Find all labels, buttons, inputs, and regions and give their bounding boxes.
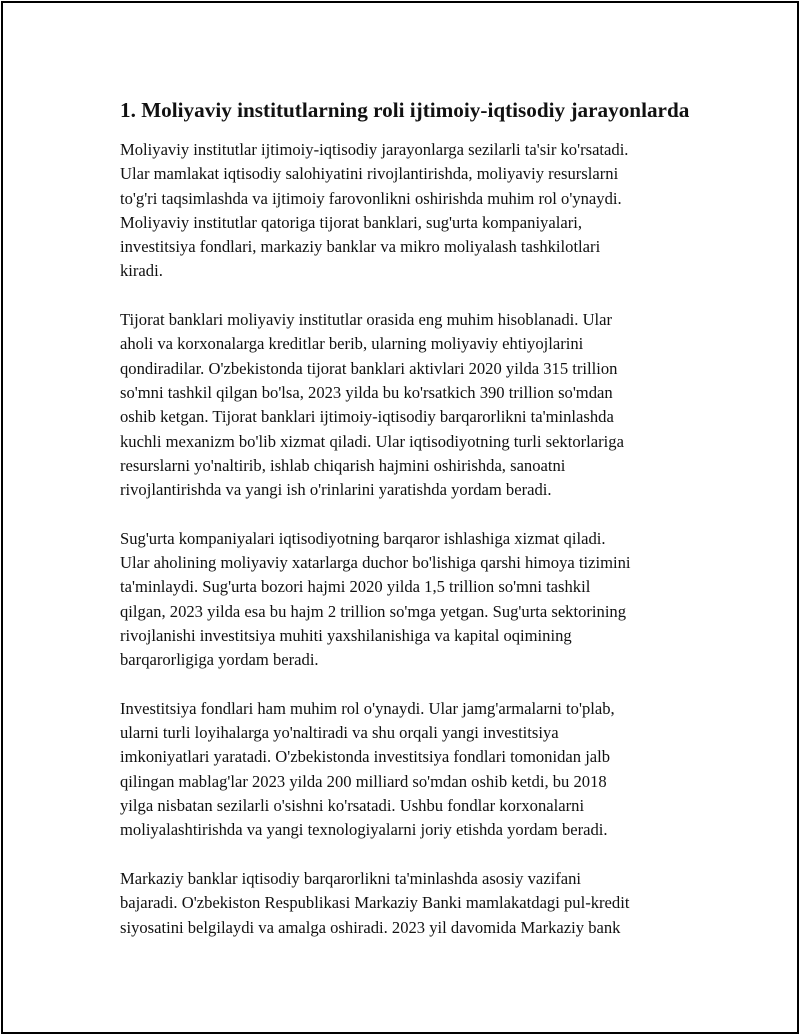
text-line: Tijorat banklari moliyaviy institutlar orasida eng muhim hisoblanadi. Ular	[120, 310, 613, 330]
text-line: aholi va korxonalarga kreditlar berib, ularning moliyaviy ehtiyojlarini	[120, 334, 584, 354]
document-page	[1, 1, 799, 1034]
paragraph-commercial-banks	[120, 308, 695, 502]
text-line: moliyalashtirishda va yangi texnologiyalarni joriy etishda yordam beradi.	[120, 820, 608, 840]
text-line: oshib ketgan. Tijorat banklari ijtimoiy-iqtisodiy barqarorlikni ta'minlashda	[120, 407, 614, 427]
text-line: yilga nisbatan sezilarli o'sishni ko'rsatadi. Ushbu fondlar korxonalarni	[120, 796, 585, 816]
text-line: siyosatini belgilaydi va amalga oshiradi. 2023 yil davomida Markaziy bank	[120, 917, 621, 937]
text-line: Ular mamlakat iqtisodiy salohiyatini rivojlantirishda, moliyaviy resurslarni	[120, 164, 619, 184]
text-line: imkoniyatlari yaratadi. O'zbekistonda investitsiya fondlari tomonidan jalb	[120, 747, 611, 767]
text-line: so'mni tashkil qilgan bo'lsa, 2023 yilda bu ko'rsatkich 390 trillion so'mdan	[120, 382, 613, 402]
document-body	[120, 96, 695, 940]
text-line: resurslarni yo'naltirib, ishlab chiqarish hajmini oshirishda, sanoatni	[120, 455, 566, 475]
text-line: qilingan mablag'lar 2023 yilda 200 milliard so'mdan oshib ketdi, bu 2018	[120, 771, 607, 791]
text-line: qilgan, 2023 yilda esa bu hajm 2 trillion so'mga yetgan. Sug'urta sektorining	[120, 601, 627, 621]
text-line: Moliyaviy institutlar qatoriga tijorat banklari, sug'urta kompaniyalari,	[120, 212, 582, 232]
text-line: Moliyaviy institutlar ijtimoiy-iqtisodiy jarayonlarga sezilarli ta'sir ko'rsatadi.	[120, 140, 629, 159]
paragraph-central-banks	[120, 867, 695, 940]
text-line: kiradi.	[120, 261, 163, 281]
text-line: rivojlanishi investitsiya muhiti yaxshilanishiga va kapital oqimining	[120, 625, 572, 645]
text-line: barqarorligiga yordam beradi.	[120, 650, 319, 670]
paragraph-financial-institutions	[120, 138, 695, 284]
text-line: Markaziy banklar iqtisodiy barqarorlikni ta'minlashda asosiy vazifani	[120, 868, 582, 888]
text-line: qondiradilar. O'zbekistonda tijorat banklari aktivlari 2020 yilda 315 trillion	[120, 358, 618, 378]
text-line: Sug'urta kompaniyalari iqtisodiyotning barqaror ishlashiga xizmat qiladi.	[120, 528, 606, 548]
text-line: investitsiya fondlari, markaziy banklar va mikro moliyalash tashkilotlari	[120, 237, 601, 257]
text-line: ta'minlaydi. Sug'urta bozori hajmi 2020 yilda 1,5 trillion so'mni tashkil	[120, 577, 591, 597]
text-line: ularni turli loyihalarga yo'naltiradi va shu orqali yangi investitsiya	[120, 723, 559, 743]
paragraph-insurance-companies	[120, 527, 695, 673]
text-line: Ular aholining moliyaviy xatarlarga duchor bo'lishiga qarshi himoya tizimini	[120, 553, 631, 573]
text-line: to'g'ri taqsimlashda va ijtimoiy farovonlikni oshirishda muhim rol o'ynaydi.	[120, 188, 622, 208]
text-line: Investitsiya fondlari ham muhim rol o'ynaydi. Ular jamg'armalarni to'plab,	[120, 698, 615, 718]
text-line: rivojlantirishda va yangi ish o'rinlarini yaratishda yordam beradi.	[120, 480, 552, 500]
text-line: bajaradi. O'zbekiston Respublikasi Markaziy Banki mamlakatdagi pul-kredit	[120, 893, 630, 913]
section-heading: 1. Moliyaviy institutlarning roli ijtimoiy-iqtisodiy jarayonlarda	[120, 98, 690, 122]
text-line: kuchli mexanizm bo'lib xizmat qiladi. Ular iqtisodiyotning turli sektorlariga	[120, 431, 624, 451]
paragraph-investment-funds	[120, 697, 695, 843]
